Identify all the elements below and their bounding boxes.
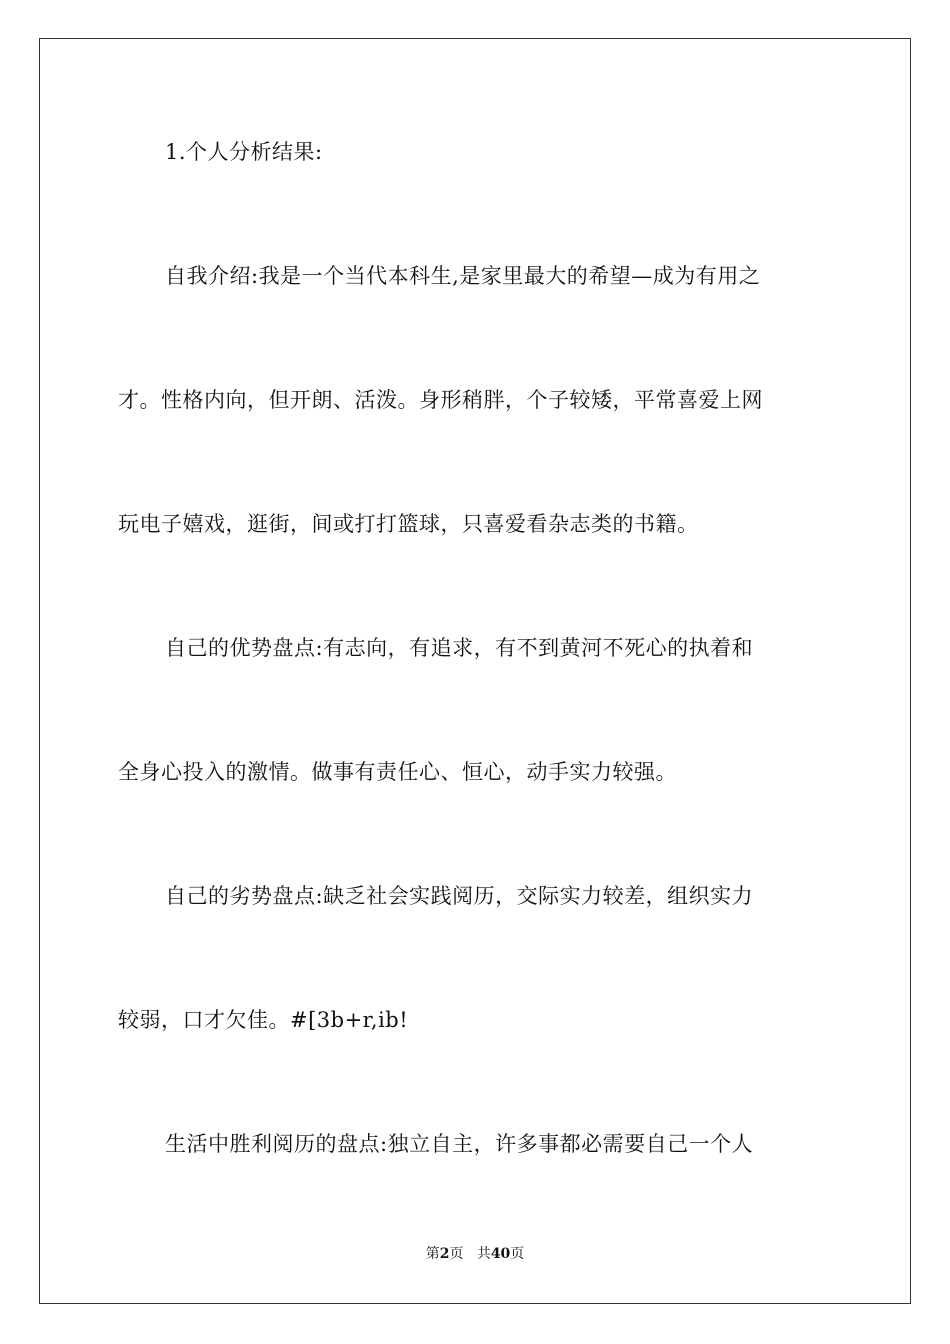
page-footer	[0, 1244, 950, 1264]
total-suffix: 页	[510, 1246, 525, 1262]
text-line: 玩电子嬉戏，逛街，间或打打篮球，只喜爱看杂志类的书籍。	[118, 512, 699, 536]
text-line: 全身心投入的激情。做事有责任心、恒心，动手实力较强。	[118, 760, 677, 784]
page-prefix: 第	[425, 1246, 440, 1262]
text-line: 自我介绍:我是一个当代本科生,是家里最大的希望—成为有用之	[165, 264, 761, 288]
total-prefix: 共	[476, 1246, 491, 1262]
text-line: 自己的劣势盘点:缺乏社会实践阅历，交际实力较差，组织实力	[165, 884, 754, 908]
page-border	[39, 38, 911, 1304]
section-heading: 1.个人分析结果:	[165, 140, 323, 164]
text-line: 自己的优势盘点:有志向，有追求，有不到黄河不死心的执着和	[165, 636, 754, 660]
text-line: 生活中胜利阅历的盘点:独立自主，许多事都必需要自己一个人	[165, 1132, 754, 1156]
page-suffix: 页	[449, 1246, 464, 1262]
text-line: 才。性格内向，但开朗、活泼。身形稍胖，个子较矮，平常喜爱上网	[118, 388, 763, 412]
page-number: 2	[439, 1246, 450, 1262]
total-pages: 40	[490, 1246, 511, 1262]
text-line: 较弱，口才欠佳。#[3b+r,ib!	[118, 1008, 409, 1032]
